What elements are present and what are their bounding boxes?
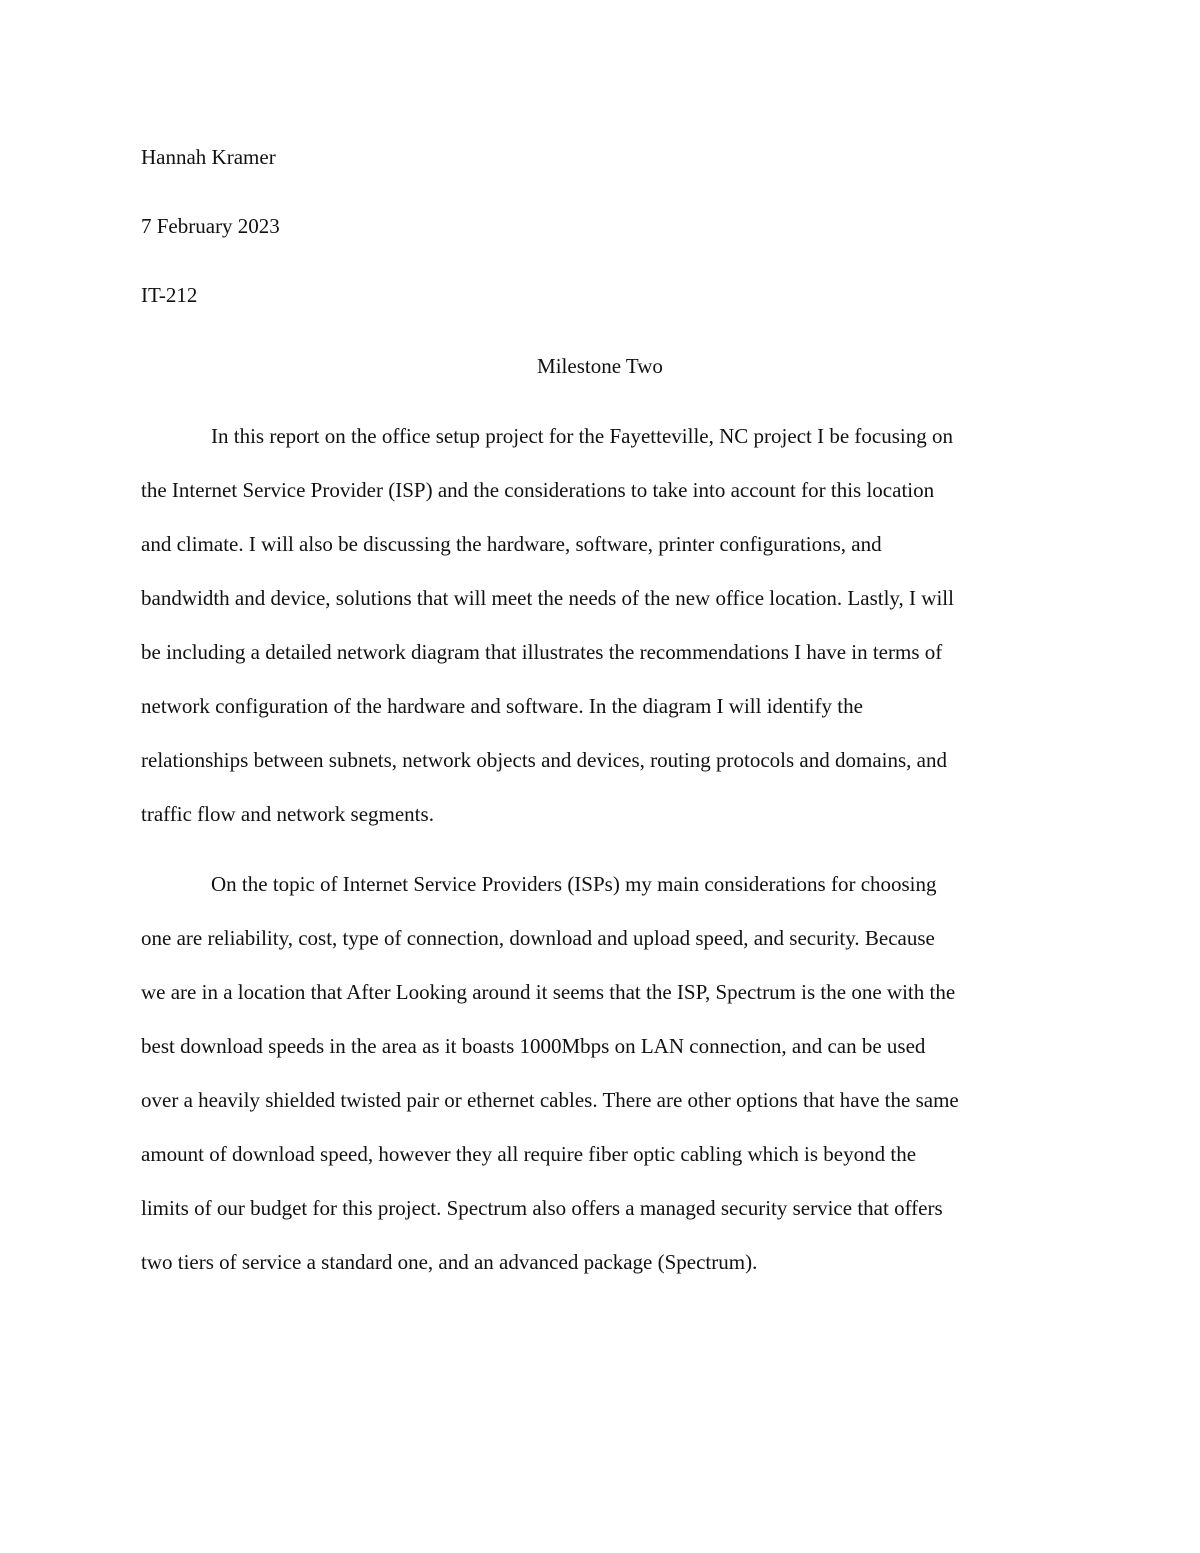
- paragraph-line: relationships between subnets, network objects and devices, routing protocols and domains, and: [141, 748, 947, 772]
- paragraph-line: best download speeds in the area as it boasts 1000Mbps on LAN connection, and can be used: [141, 1034, 926, 1058]
- paragraph-line: amount of download speed, however they all require fiber optic cabling which is beyond the: [141, 1142, 917, 1166]
- document-title: Milestone Two: [537, 354, 663, 378]
- paragraph-line: over a heavily shielded twisted pair or ethernet cables. There are other options that have the same: [141, 1088, 959, 1112]
- paragraph-line: we are in a location that After Looking around it seems that the ISP, Spectrum is the one with the: [141, 980, 956, 1004]
- paragraph-line: On the topic of Internet Service Providers (ISPs) my main considerations for choosing: [211, 872, 937, 896]
- paragraph-line: be including a detailed network diagram that illustrates the recommendations I have in terms of: [141, 640, 943, 664]
- document-date: 7 February 2023: [141, 214, 280, 238]
- paragraph-line: bandwidth and device, solutions that will meet the needs of the new office location. Lastly, I will: [141, 586, 954, 610]
- paragraph-line: limits of our budget for this project. Spectrum also offers a managed security service that offers: [141, 1196, 943, 1220]
- paragraph-line: two tiers of service a standard one, and an advanced package (Spectrum).: [141, 1250, 758, 1274]
- course-code: IT-212: [141, 283, 198, 307]
- author-name: Hannah Kramer: [141, 145, 276, 169]
- paragraph-line: and climate. I will also be discussing the hardware, software, printer configurations, and: [141, 532, 882, 556]
- paragraph-line: traffic flow and network segments.: [141, 802, 434, 826]
- paragraph-line: one are reliability, cost, type of connection, download and upload speed, and security. Because: [141, 926, 935, 950]
- paragraph-line: network configuration of the hardware and software. In the diagram I will identify the: [141, 694, 863, 718]
- paragraph-line: In this report on the office setup project for the Fayetteville, NC project I be focusing on: [211, 424, 953, 448]
- paragraph-line: the Internet Service Provider (ISP) and the considerations to take into account for this location: [141, 478, 935, 502]
